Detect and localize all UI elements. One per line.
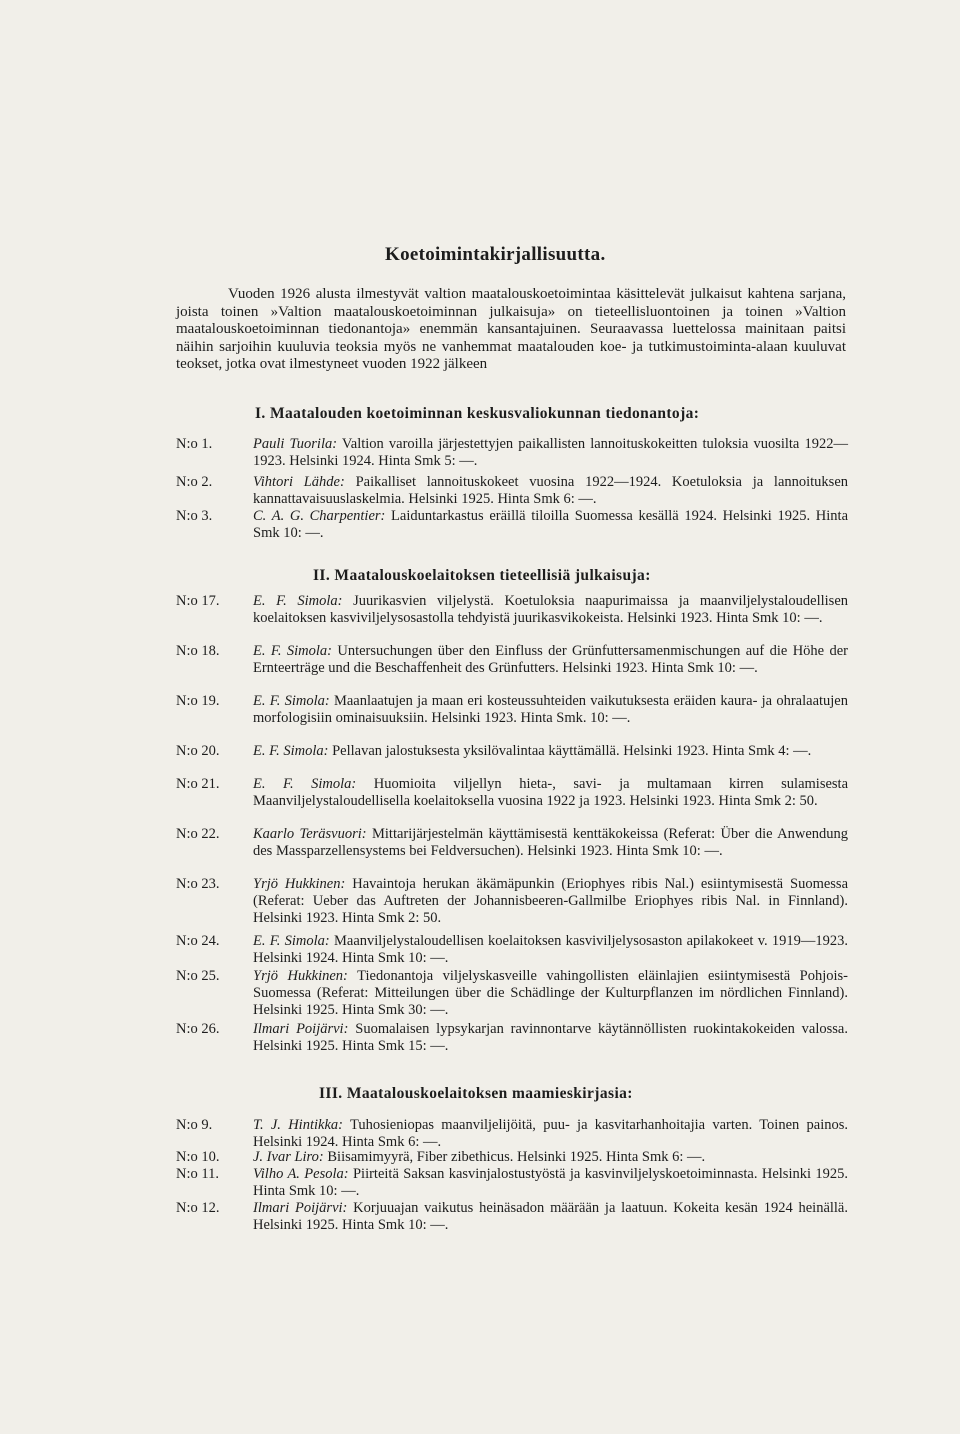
section-heading-1: I. Maatalouden koetoiminnan keskusvaliokunnan tiedonantoja:	[255, 405, 700, 422]
entry-author: Ilmari Poijärvi:	[253, 1200, 348, 1216]
entry-number: N:o 12.	[176, 1200, 220, 1216]
entry-text: Tuhosieniopas maanviljelijöitä, puu- ja kasvitarhanhoitajia varten. Toinen painos. Helsinki 1924. Hinta Smk 6: —.	[253, 1117, 849, 1150]
list-item	[176, 1117, 848, 1151]
entry-text: Laiduntarkastus eräillä tiloilla Suomessa kesällä 1924. Helsinki 1925. Hinta Smk 10: —.	[253, 508, 849, 541]
entry-text: Korjuuajan vaikutus heinäsadon määrään ja laatuun. Kokeita kesän 1924 heinällä. Helsinki 1925. Hinta Smk 10: —.	[253, 1200, 848, 1233]
entry-text: Untersuchungen über den Einfluss der Grünfuttersamenmischungen auf die Höhe der Ernteerträge und die Beschaffenheit des Grünfutters. Helsinki 1923. Hinta Smk 10: —.	[253, 643, 849, 676]
entry-number: N:o 26.	[176, 1021, 220, 1037]
entry-text: Tiedonantoja viljelyskasveille vahingollisten eläinlajien esiintymisestä Pohjois-Suomessa (Referat: Mitteilungen über die Schädlinge der Kulturpflanzen im nördlichen Finnland). Helsinki 1925. Hinta Smk 30: —.	[253, 968, 848, 1018]
list-item	[176, 1166, 848, 1200]
entry-number: N:o 23.	[176, 876, 220, 892]
entry-text: Juurikasvien viljelystä. Koetuloksia naapurimaissa ja maanviljelystaloudellisen koelaitoksen kasviviljelysosastolla tehdyistä juurikasvikokeista. Helsinki 1923. Hinta Smk 10: —.	[253, 593, 849, 626]
section-heading-3: III. Maatalouskoelaitoksen maamieskirjasia:	[319, 1085, 633, 1102]
entry-author: E. F. Simola:	[253, 643, 332, 659]
entry-number: N:o 24.	[176, 933, 220, 949]
entry-number: N:o 22.	[176, 826, 220, 842]
entry-number: N:o 9.	[176, 1117, 213, 1133]
entry-number: N:o 11.	[176, 1166, 219, 1182]
entry-text: Piirteitä Saksan kasvinjalostustyöstä ja kasvinviljelyskoetoiminnasta. Helsinki 1925. Hinta Smk 10: —.	[253, 1166, 849, 1199]
entry-number: N:o 2.	[176, 474, 213, 490]
entry-text: Huomioita viljellyn hieta-, savi- ja multamaan kirren sulamisesta Maanviljelystaloudellisella koelaitoksella vuosina 1922 ja 1923. Helsinki 1923. Hinta Smk 2: 50.	[253, 776, 849, 809]
entry-number: N:o 10.	[176, 1149, 220, 1165]
list-item	[176, 876, 848, 926]
list-item	[176, 593, 848, 627]
entry-number: N:o 20.	[176, 743, 220, 759]
entry-author: E. F. Simola:	[253, 593, 343, 609]
entry-author: Ilmari Poijärvi:	[253, 1021, 349, 1037]
list-item	[176, 508, 848, 542]
list-item	[176, 436, 848, 470]
entry-number: N:o 25.	[176, 968, 220, 984]
entry-author: T. J. Hintikka:	[253, 1117, 343, 1133]
entry-text: Pellavan jalostuksesta yksilövalintaa käyttämällä. Helsinki 1923. Hinta Smk 4: —.	[332, 743, 812, 759]
list-item	[176, 693, 848, 727]
entry-author: C. A. G. Charpentier:	[253, 508, 386, 524]
entry-author: J. Ivar Liro:	[253, 1149, 324, 1165]
entry-text: Havaintoja herukan äkämäpunkin (Eriophyes ribis Nal.) esiintymisestä Suomessa (Referat: Ueber das Auftreten der Johannisbeeren-Gallmilbe Eriophyes ribis Nal. in Finnland). Helsinki 1923. Hinta Smk 2: 50.	[253, 876, 848, 926]
entry-author: Yrjö Hukkinen:	[253, 968, 348, 984]
entry-author: Yrjö Hukkinen:	[253, 876, 346, 892]
list-item	[176, 474, 848, 508]
entry-author: E. F. Simola:	[253, 743, 329, 759]
entry-number: N:o 19.	[176, 693, 220, 709]
entry-text: Mittarijärjestelmän käyttämisestä kenttäkokeissa (Referat: Über die Anwendung des Massparzellensystems bei Feldversuchen). Helsinki 1923. Hinta Smk 10: —.	[253, 826, 849, 859]
entry-author: Kaarlo Teräsvuori:	[253, 826, 367, 842]
entry-text: Maanlaatujen ja maan eri kosteussuhteiden vaikutuksesta eräiden kaura- ja ohralaatujen morfologisiin ominaisuuksiin. Helsinki 1923. Hinta Smk. 10: —.	[253, 693, 848, 726]
entry-text: Valtion varoilla järjestettyjen paikallisten lannoituskokeitten tuloksia vuosilta 1922—1923. Helsinki 1924. Hinta Smk 5: —.	[253, 436, 848, 469]
entry-number: N:o 21.	[176, 776, 220, 792]
list-item	[176, 1149, 848, 1166]
entry-author: E. F. Simola:	[253, 776, 357, 792]
entry-text: Paikalliset lannoituskokeet vuosina 1922—1924. Koetuloksia ja lannoituksen kannattavaisuuslaskelmia. Helsinki 1925. Hinta Smk 6: —.	[253, 474, 849, 507]
entry-text: Biisamimyyrä, Fiber zibethicus. Helsinki 1925. Hinta Smk 6: —.	[327, 1149, 706, 1165]
entry-number: N:o 3.	[176, 508, 213, 524]
list-item	[176, 643, 848, 677]
page-title: Koetoimintakirjallisuutta.	[385, 244, 606, 265]
entry-text: Maanviljelystaloudellisen koelaitoksen kasviviljelysosaston apilakokeet v. 1919—1923. Helsinki 1924. Hinta Smk 10: —.	[253, 933, 849, 966]
entry-author: E. F. Simola:	[253, 693, 330, 709]
list-item	[176, 1021, 848, 1055]
entry-author: E. F. Simola:	[253, 933, 330, 949]
list-item	[176, 826, 848, 860]
list-item	[176, 968, 848, 1018]
list-item	[176, 776, 848, 810]
entry-author: Vilho A. Pesola:	[253, 1166, 349, 1182]
entry-author: Pauli Tuorila:	[253, 436, 338, 452]
list-item	[176, 1200, 848, 1234]
entry-number: N:o 1.	[176, 436, 213, 452]
list-item	[176, 933, 848, 967]
entry-author: Vihtori Lähde:	[253, 474, 345, 490]
entry-text: Suomalaisen lypsykarjan ravinnontarve käytännöllisten ruokintakokeiden valossa. Helsinki 1925. Hinta Smk 15: —.	[253, 1021, 848, 1054]
intro-paragraph: Vuoden 1926 alusta ilmestyvät valtion maatalouskoetoimintaa käsittelevät julkaisut kahtena sarjana, joista toinen »Valtion maatalouskoetoiminnan julkaisuja» on tieteellisluontoinen ja toinen »Valtion maatalouskoetoiminnan tiedonantoja» enemmän kansantajuinen. Seuraavassa luettelossa mainitaan paitsi näihin sarjoihin kuuluvia teoksia myös ne vanhemmat maatalouden koe- ja tutkimustoiminta-alaan kuuluvat teokset, jotka ovat ilmestyneet vuoden 1922 jälkeen	[176, 286, 846, 373]
entry-number: N:o 17.	[176, 593, 220, 609]
entry-number: N:o 18.	[176, 643, 220, 659]
list-item	[176, 743, 848, 760]
section-heading-2: II. Maatalouskoelaitoksen tieteellisiä julkaisuja:	[313, 567, 651, 584]
